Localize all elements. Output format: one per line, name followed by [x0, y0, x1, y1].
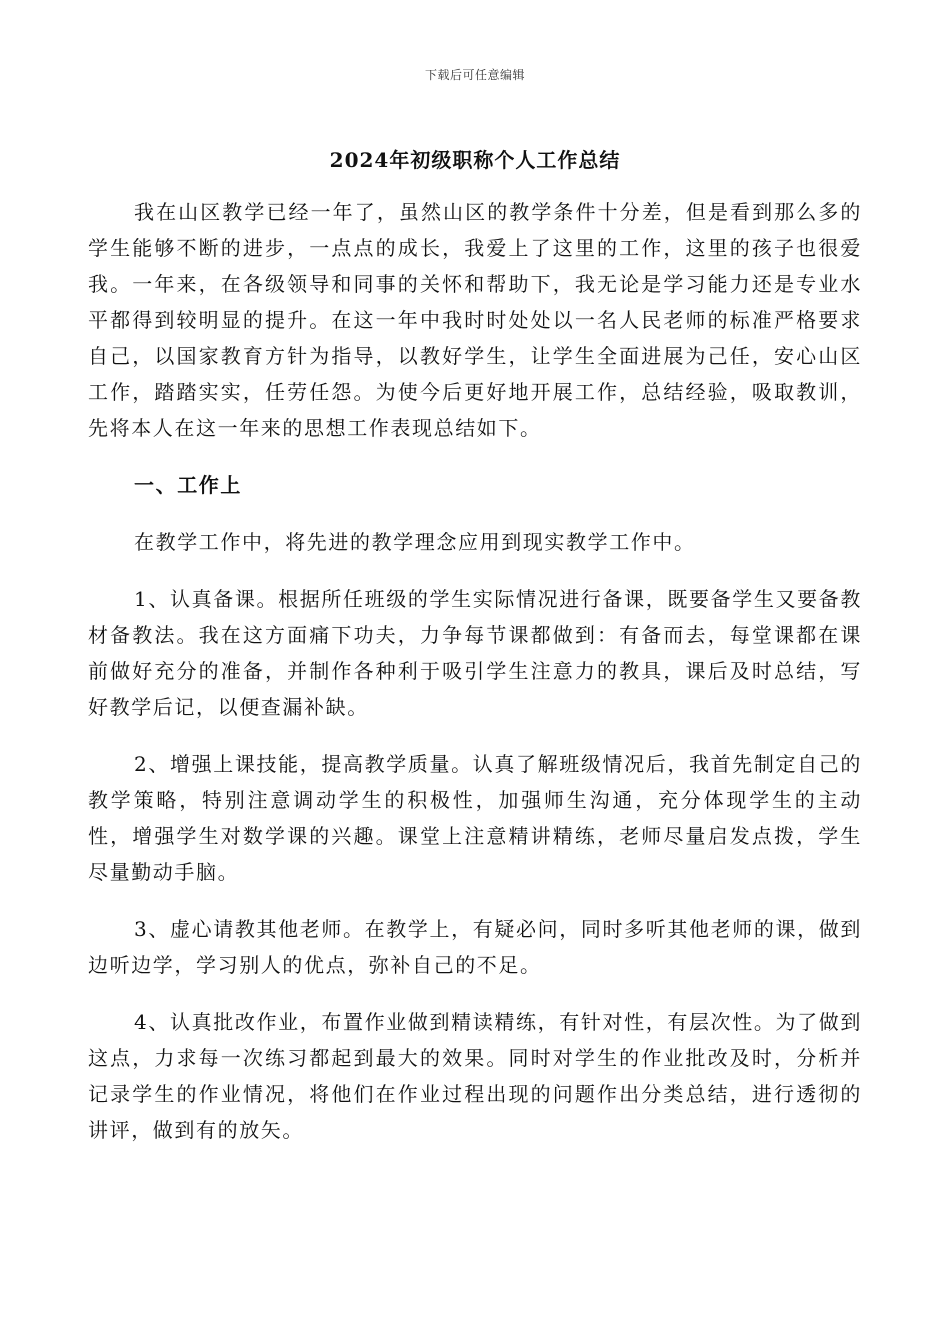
document-body — [88, 194, 862, 1148]
section-heading: 一、工作上 — [134, 473, 242, 497]
section-lead-paragraph: 在教学工作中，将先进的教学理念应用到现实教学工作中。 — [134, 530, 696, 554]
intro-paragraph: 我在山区教学已经一年了，虽然山区的教学条件十分差，但是看到那么多的学生能够不断的进步，一点点的成长，我爱上了这里的工作，这里的孩子也很爱我。一年来，在各级领导和同事的关怀和帮助下，我无论是学习能力还是专业水平都得到较明显的提升。在这一年中我时时处处以一名人民老师的标准严格要求自己，以国家教育方针为指导，以教好学生，让学生全面进展为己任，安心山区工作，踏踏实实，任劳任怨。为使今后更好地开展工作，总结经验，吸取教训，先将本人在这一年来的思想工作表现总结如下。 — [88, 200, 862, 440]
list-item-paragraph: 3、虚心请教其他老师。在教学上，有疑必问，同时多听其他老师的课，做到边听边学，学习别人的优点，弥补自己的不足。 — [88, 917, 862, 977]
list-item-paragraph: 4、认真批改作业，布置作业做到精读精练，有针对性，有层次性。为了做到这点，力求每一次练习都起到最大的效果。同时对学生的作业批改及时，分析并记录学生的作业情况，将他们在作业过程出现的问题作出分类总结，进行透彻的讲评，做到有的放矢。 — [88, 1010, 862, 1142]
list-item-paragraph: 2、增强上课技能，提高教学质量。认真了解班级情况后，我首先制定自己的教学策略，特别注意调动学生的积极性，加强师生沟通，充分体现学生的主动性，增强学生对数学课的兴趣。课堂上注意精讲精练，老师尽量启发点拨，学生尽量勤动手脑。 — [88, 752, 862, 884]
list-item-paragraph: 1、认真备课。根据所任班级的学生实际情况进行备课，既要备学生又要备教材备教法。我在这方面痛下功夫，力争每节课都做到：有备而去，每堂课都在课前做好充分的准备，并制作各种利于吸引学生注意力的教具，课后及时总结，写好教学后记，以便查漏补缺。 — [88, 587, 862, 719]
document-title: 2024年初级职称个人工作总结 — [329, 148, 621, 172]
header-note: 下载后可任意编辑 — [424, 68, 525, 82]
